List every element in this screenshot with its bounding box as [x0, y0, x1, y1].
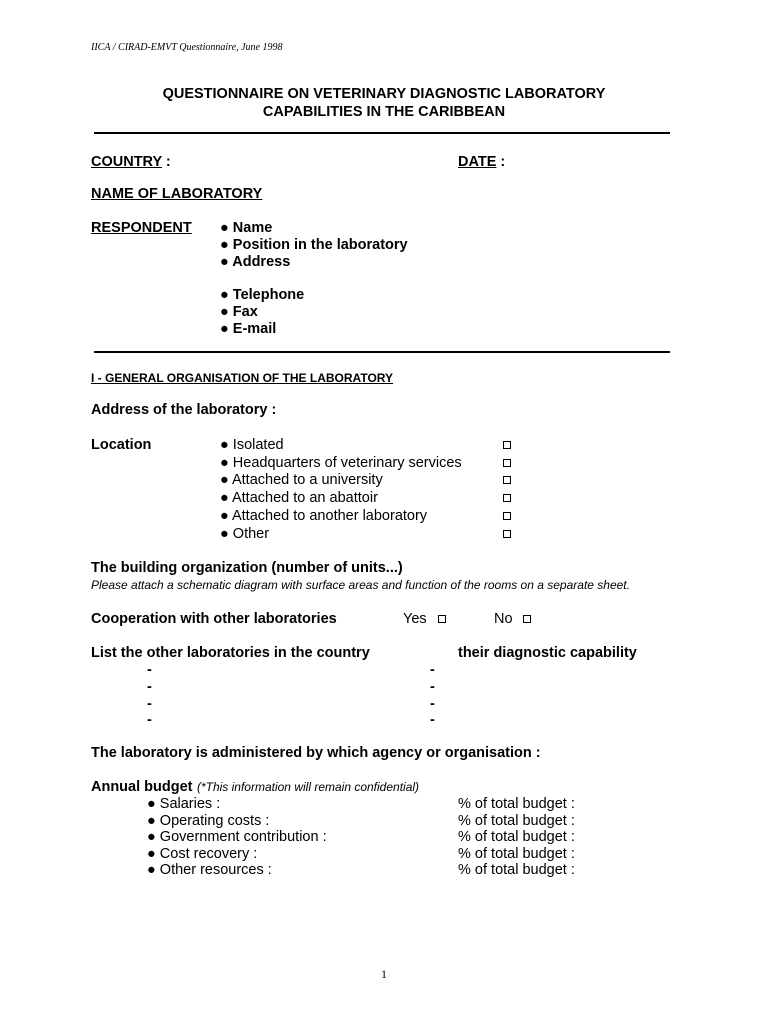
- budget-label: Annual budget: [91, 779, 193, 795]
- building-note: Please attach a schematic diagram with surface areas and function of the rooms on a separate sheet.: [91, 578, 630, 592]
- location-option-another-lab: ● Attached to another laboratory: [220, 508, 428, 524]
- percent-label: % of total budget :: [458, 862, 575, 878]
- checkbox-isolated[interactable]: [503, 441, 511, 449]
- lab-list-dash: -: [147, 712, 152, 728]
- location-label: Location: [91, 437, 152, 453]
- location-option-abattoir: ● Attached to an abattoir: [220, 490, 378, 506]
- checkbox-other[interactable]: [503, 530, 511, 538]
- percent-label: % of total budget :: [458, 846, 575, 862]
- respondent-address: ● Address: [220, 254, 291, 270]
- percent-label: % of total budget :: [458, 813, 575, 829]
- date-field: [458, 154, 505, 170]
- lab-list-dash: -: [147, 679, 152, 695]
- percent-label: % of total budget :: [458, 829, 575, 845]
- checkbox-university[interactable]: [503, 476, 511, 484]
- no-label: No: [494, 611, 513, 627]
- budget-item-operating: ● Operating costs :: [147, 813, 270, 829]
- budget-item-salaries: ● Salaries :: [147, 796, 221, 812]
- location-option-other: ● Other: [220, 526, 270, 542]
- lab-list-dash: -: [147, 662, 152, 678]
- budget-item-cost-recovery: ● Cost recovery :: [147, 846, 258, 862]
- lab-list-dash: -: [147, 696, 152, 712]
- title-line-2: CAPABILITIES IN THE CARIBBEAN: [262, 104, 506, 120]
- budget-item-government: ● Government contribution :: [147, 829, 327, 845]
- respondent-label: RESPONDENT: [91, 220, 192, 236]
- budget-item-other: ● Other resources :: [147, 862, 272, 878]
- address-label: Address of the laboratory :: [91, 402, 277, 418]
- respondent-fax: ● Fax: [220, 304, 258, 320]
- location-option-isolated: ● Isolated: [220, 437, 284, 453]
- location-option-university: ● Attached to a university: [220, 472, 383, 488]
- agency-label: The laboratory is administered by which agency or organisation :: [91, 745, 541, 761]
- capability-list-dash: -: [430, 679, 435, 695]
- checkbox-headquarters[interactable]: [503, 459, 511, 467]
- checkbox-abattoir[interactable]: [503, 494, 511, 502]
- header-note: IICA / CIRAD-EMVT Questionnaire, June 1998: [91, 42, 283, 53]
- country-label: COUNTRY: [91, 154, 162, 170]
- date-colon: :: [496, 154, 506, 170]
- page-number: 1: [381, 967, 387, 981]
- budget-note: (*This information will remain confidential): [196, 780, 420, 794]
- section-title: I - GENERAL ORGANISATION OF THE LABORATORY: [91, 371, 394, 385]
- respondent-telephone: ● Telephone: [220, 287, 305, 303]
- country-field: [91, 154, 171, 170]
- divider-top: [94, 132, 670, 134]
- checkbox-no[interactable]: [523, 615, 531, 623]
- country-colon: :: [161, 154, 171, 170]
- respondent-position: ● Position in the laboratory: [220, 237, 408, 253]
- capability-label: their diagnostic capability: [458, 645, 637, 661]
- list-labs-label: List the other laboratories in the country: [91, 645, 370, 661]
- budget-heading: [91, 778, 419, 796]
- capability-list-dash: -: [430, 662, 435, 678]
- checkbox-yes[interactable]: [438, 615, 446, 623]
- capability-list-dash: -: [430, 696, 435, 712]
- building-label: The building organization (number of units...): [91, 560, 403, 576]
- respondent-name: ● Name: [220, 220, 273, 236]
- respondent-email: ● E-mail: [220, 321, 277, 337]
- percent-label: % of total budget :: [458, 796, 575, 812]
- title-line-1: QUESTIONNAIRE ON VETERINARY DIAGNOSTIC LABORATORY: [162, 86, 606, 102]
- divider-middle: [94, 351, 670, 353]
- capability-list-dash: -: [430, 712, 435, 728]
- cooperation-label: Cooperation with other laboratories: [91, 611, 337, 627]
- checkbox-another-lab[interactable]: [503, 512, 511, 520]
- date-label: DATE: [458, 154, 497, 170]
- location-option-headquarters: ● Headquarters of veterinary services: [220, 455, 462, 471]
- lab-name-label: NAME OF LABORATORY: [91, 186, 263, 202]
- yes-label: Yes: [403, 611, 427, 627]
